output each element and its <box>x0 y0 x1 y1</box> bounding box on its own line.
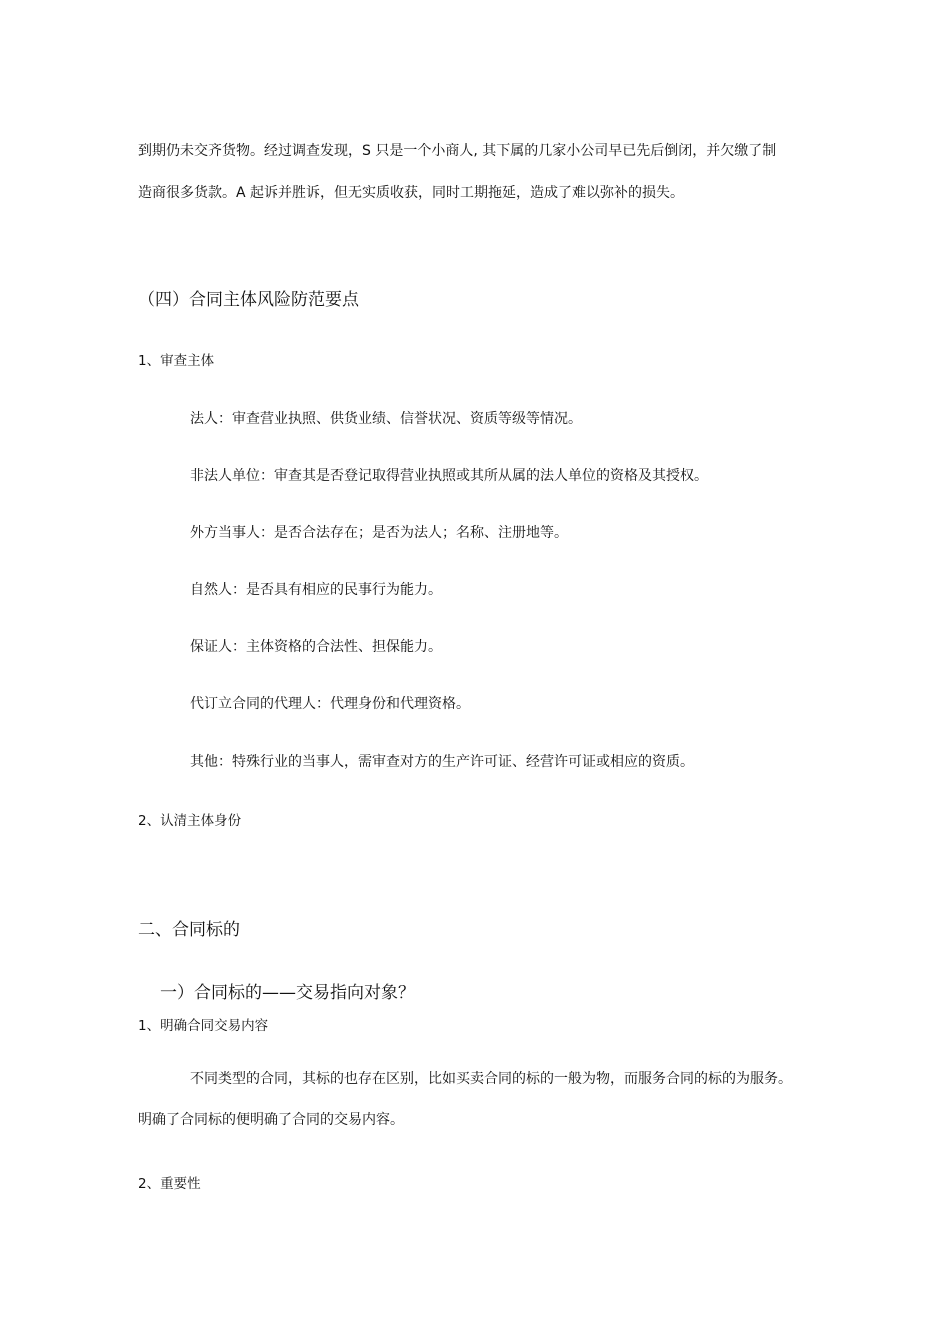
review-entry-non-legal-unit: 非法人单位：审查其是否登记取得营业执照或其所从属的法人单位的资格及其授权。 <box>190 468 708 484</box>
intro-line-1: 到期仍未交齐货物。经过调查发现，S 只是一个小商人, 其下属的几家小公司早已先后倒闭，并欠缴了制 <box>138 143 777 159</box>
review-entry-legal-person: 法人：审查营业执照、供货业绩、信誉状况、资质等级等情况。 <box>190 411 582 427</box>
chapter-2-sub-1-heading: 一）合同标的——交易指向对象？ <box>160 983 415 1003</box>
chapter-2-heading: 二、合同标的 <box>138 920 240 940</box>
chapter-2-item-1-title: 1、明确合同交易内容 <box>138 1018 269 1034</box>
review-entry-guarantor: 保证人：主体资格的合法性、担保能力。 <box>190 639 442 655</box>
section-4-heading: （四）合同主体风险防范要点 <box>138 290 359 310</box>
review-entry-foreign-party: 外方当事人：是否合法存在；是否为法人；名称、注册地等。 <box>190 525 568 541</box>
subject-matter-paragraph-line-1: 不同类型的合同，其标的也存在区别，比如买卖合同的标的一般为物，而服务合同的标的为服务。 <box>190 1071 792 1087</box>
section-4-item-2-title: 2、认清主体身份 <box>138 813 242 829</box>
review-entry-other: 其他：特殊行业的当事人，需审查对方的生产许可证、经营许可证或相应的资质。 <box>190 754 694 770</box>
chapter-2-item-2-title: 2、重要性 <box>138 1176 201 1192</box>
review-entry-agent: 代订立合同的代理人：代理身份和代理资格。 <box>190 696 470 712</box>
intro-line-2: 造商很多货款。A 起诉并胜诉，但无实质收获，同时工期拖延，造成了难以弥补的损失。 <box>138 185 685 201</box>
review-entry-natural-person: 自然人：是否具有相应的民事行为能力。 <box>190 582 442 598</box>
subject-matter-paragraph-line-2: 明确了合同标的便明确了合同的交易内容。 <box>138 1112 404 1128</box>
section-4-item-1-title: 1、审查主体 <box>138 353 215 369</box>
